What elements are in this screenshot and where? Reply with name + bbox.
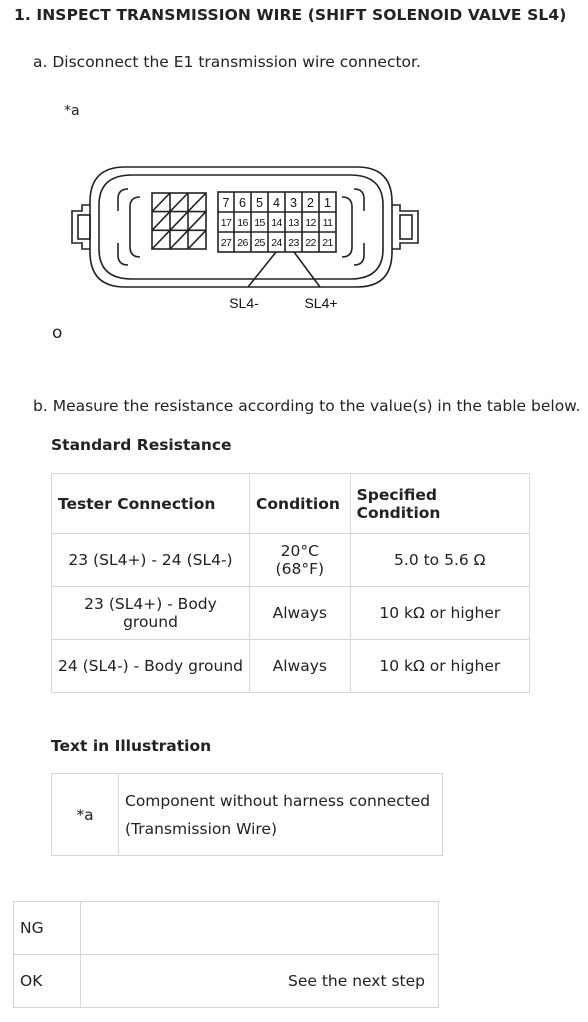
pin-number: 1 — [324, 196, 331, 210]
pin-number: 27 — [220, 237, 232, 249]
step-a-instruction: a. Disconnect the E1 transmission wire connector. — [33, 53, 421, 71]
callout-description-line: (Transmission Wire) — [125, 819, 278, 838]
pin-number: 6 — [239, 196, 246, 210]
circle-mark: o — [52, 323, 63, 343]
table-row — [52, 774, 443, 856]
column-header: Condition — [250, 474, 351, 534]
pin-number: 7 — [222, 196, 230, 210]
pin-number: 23 — [288, 237, 299, 249]
pin-number: 14 — [271, 217, 282, 229]
sl4-plus-label: SL4+ — [304, 295, 338, 311]
result-value: See the next step — [81, 955, 439, 1008]
pin-number: 12 — [305, 217, 316, 229]
standard-resistance-table — [51, 473, 530, 693]
table-cell: 24 (SL4-) - Body ground — [52, 640, 250, 693]
pin-number: 21 — [322, 237, 333, 249]
column-header: Specified Condition — [350, 474, 529, 534]
pin-number: 4 — [273, 196, 280, 210]
table-cell: 10 kΩ or higher — [350, 640, 529, 693]
text-in-illustration-table — [51, 773, 443, 856]
illustration-callout-label: *a — [64, 103, 80, 119]
table-row — [14, 955, 439, 1008]
pin-number: 26 — [237, 237, 248, 249]
page-title: 1. INSPECT TRANSMISSION WIRE (SHIFT SOLENOID VALVE SL4) — [14, 6, 567, 24]
table-cell: 5.0 to 5.6 Ω — [350, 534, 529, 587]
pin-number: 25 — [254, 237, 265, 249]
pin-number: 17 — [220, 217, 232, 229]
table-header-row — [52, 474, 530, 534]
table-cell: 23 (SL4+) - Body ground — [52, 587, 250, 640]
result-table — [13, 901, 439, 1008]
pin-number: 2 — [307, 196, 314, 210]
table-cell: 23 (SL4+) - 24 (SL4-) — [52, 534, 250, 587]
pin-number: 15 — [254, 217, 265, 229]
callout-description — [119, 774, 443, 856]
result-key: OK — [14, 955, 81, 1008]
callout-key: *a — [52, 774, 119, 856]
pin-number: 5 — [256, 196, 263, 210]
connector-diagram — [70, 155, 430, 325]
step-b-instruction: b. Measure the resistance according to the value(s) in the table below. — [33, 397, 581, 415]
callout-description-line: Component without harness connected — [125, 791, 431, 810]
table-cell: Always — [250, 640, 351, 693]
pin-number: 16 — [237, 217, 248, 229]
table-cell: 20°C (68°F) — [250, 534, 351, 587]
pin-number: 11 — [322, 217, 333, 229]
table-row — [52, 587, 530, 640]
table-cell: Always — [250, 587, 351, 640]
table-cell: 10 kΩ or higher — [350, 587, 529, 640]
pin-number: 22 — [305, 237, 316, 249]
sl4-minus-label: SL4- — [229, 295, 259, 311]
table-row — [52, 534, 530, 587]
table-row — [14, 902, 439, 955]
standard-resistance-title: Standard Resistance — [51, 436, 232, 454]
result-key: NG — [14, 902, 81, 955]
column-header: Tester Connection — [52, 474, 250, 534]
pin-number: 13 — [288, 217, 299, 229]
text-in-illustration-title: Text in Illustration — [51, 737, 212, 755]
pin-number: 24 — [271, 237, 282, 249]
pin-number: 3 — [290, 196, 297, 210]
table-row — [52, 640, 530, 693]
result-value — [81, 902, 439, 955]
